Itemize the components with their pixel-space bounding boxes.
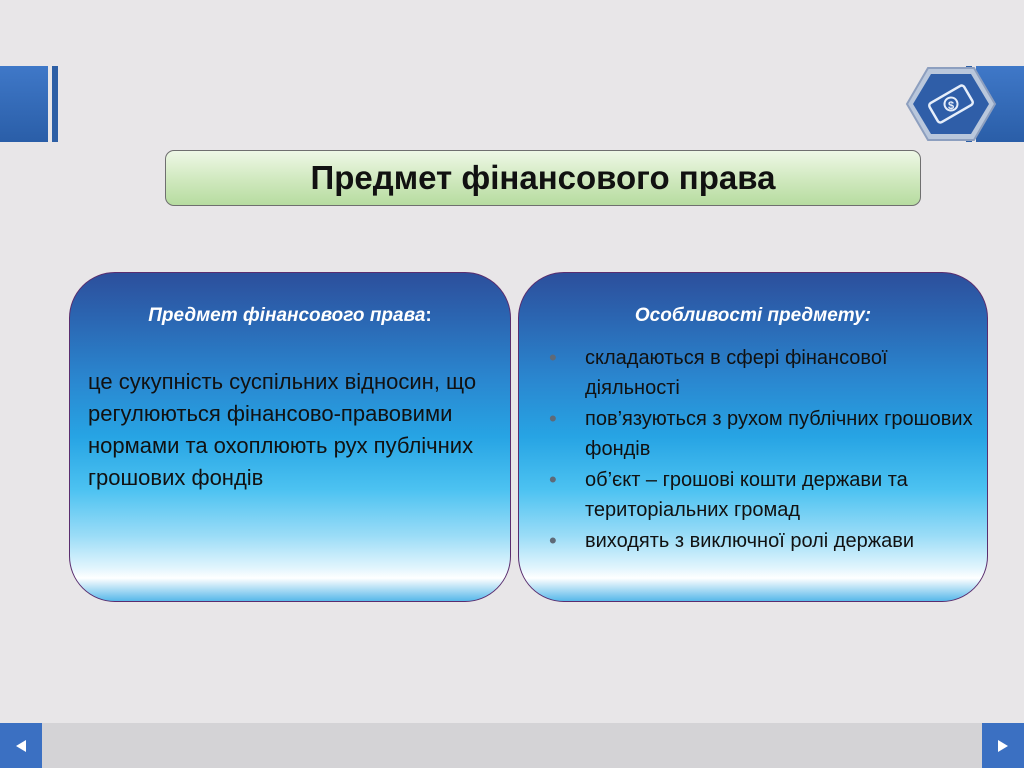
definition-heading <box>70 305 510 327</box>
bullet-icon: • <box>549 345 557 370</box>
list-item <box>549 343 979 403</box>
features-heading: Особливості предмету: <box>634 305 872 326</box>
feature-text: складаються в сфері фінансової діяльності <box>585 347 888 399</box>
definition-panel <box>69 272 511 602</box>
previous-slide-button[interactable] <box>0 723 42 768</box>
list-item <box>549 404 979 464</box>
bullet-icon: • <box>549 528 557 553</box>
bottom-navigation-bar <box>0 723 1024 768</box>
definition-text: це сукупність суспільних відносин, що регулюються фінансово-правовими нормами та охоплюють рух публічних грошових фондів <box>88 369 477 490</box>
bullet-icon: • <box>549 467 557 492</box>
feature-text: об’єкт – грошові кошти держави та територіальних громад <box>585 469 908 521</box>
bullet-icon: • <box>549 406 557 431</box>
features-list <box>549 343 979 557</box>
definition-heading-text: Предмет фінансового права <box>148 305 426 326</box>
left-decor-stripe <box>52 66 58 142</box>
definition-heading-colon: : <box>425 305 432 326</box>
slide-title: Предмет фінансового права <box>310 159 776 196</box>
feature-text: пов’язуються з рухом публічних грошових фондів <box>585 408 973 460</box>
svg-text:$: $ <box>947 100 955 112</box>
slide-title-box <box>165 150 921 206</box>
triangle-right-icon <box>996 739 1010 753</box>
money-bill-icon <box>905 66 997 142</box>
features-panel <box>518 272 988 602</box>
next-slide-button[interactable] <box>982 723 1024 768</box>
triangle-left-icon <box>14 739 28 753</box>
feature-text: виходять з виключної ролі держави <box>585 530 915 552</box>
list-item <box>549 465 979 525</box>
left-decor-bar <box>0 66 48 142</box>
list-item <box>549 526 979 556</box>
